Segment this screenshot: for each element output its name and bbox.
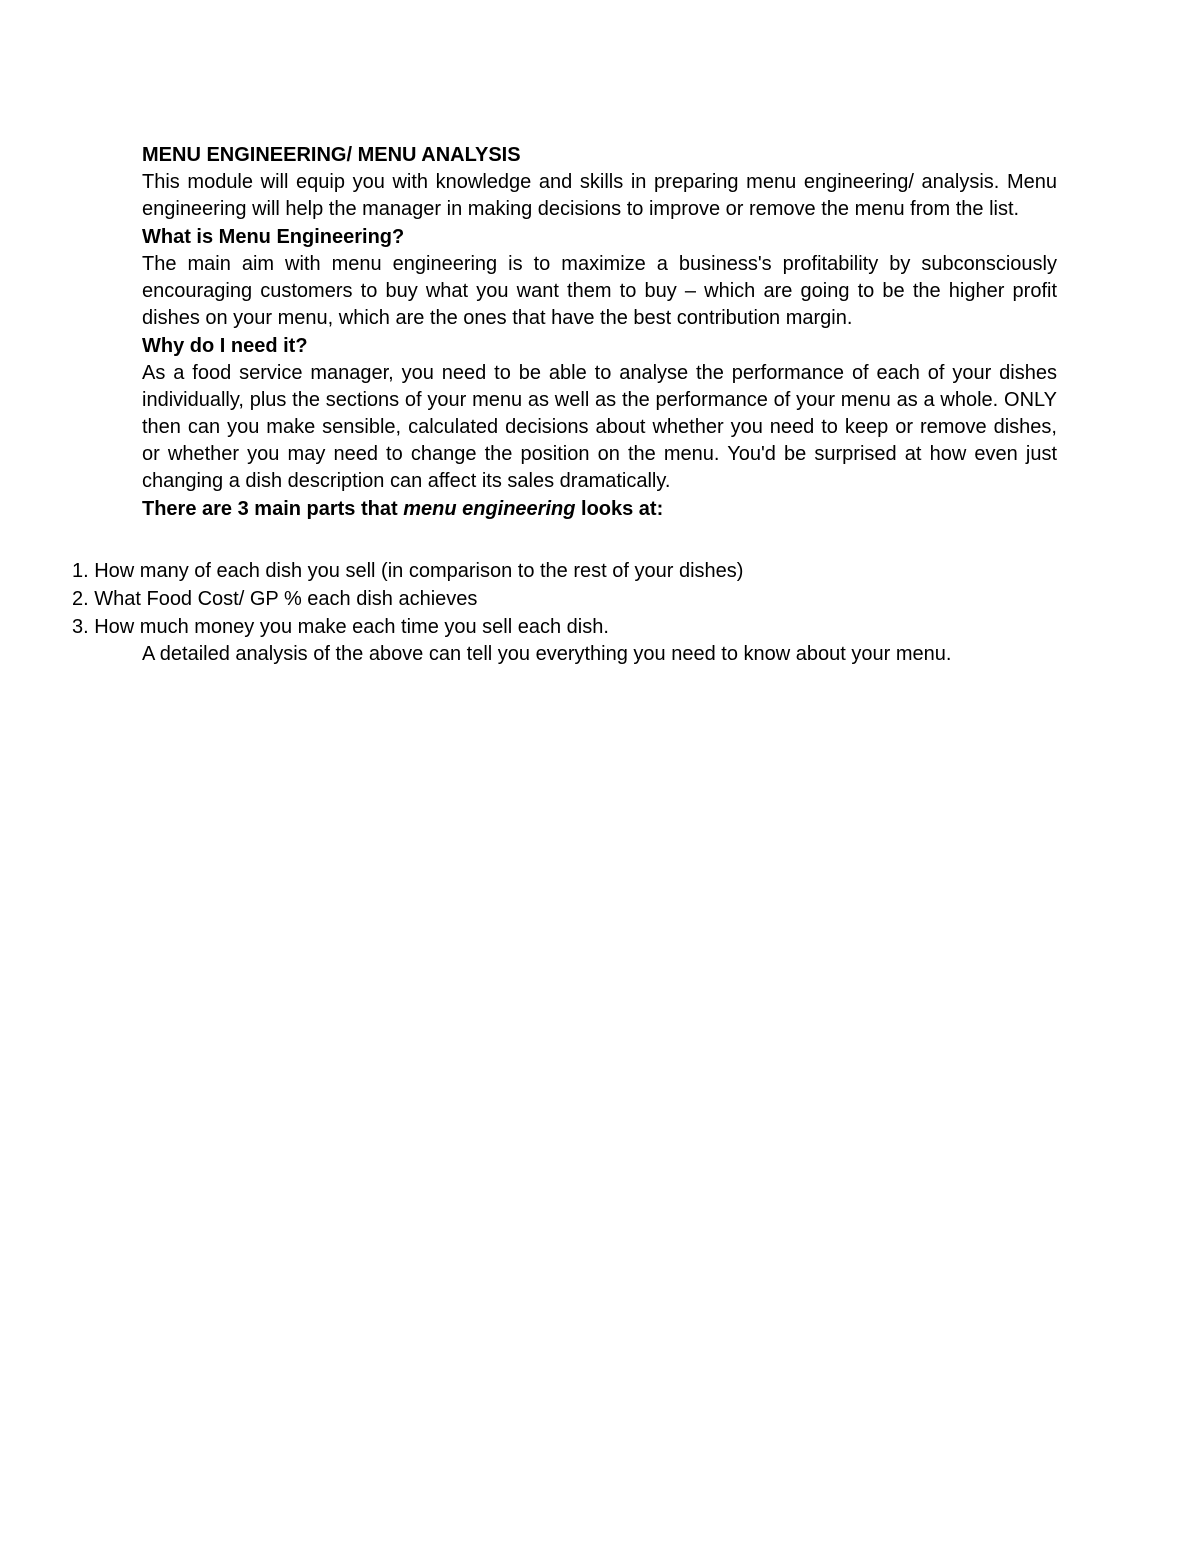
list-item: 2. What Food Cost/ GP % each dish achieves	[72, 588, 478, 610]
document-body	[72, 141, 1057, 668]
parts-heading-emphasis: menu engineering	[403, 498, 576, 520]
list-item: 1. How many of each dish you sell (in comparison to the rest of your dishes)	[72, 560, 744, 582]
parts-list-wrapper	[72, 557, 1057, 641]
closing-paragraph: A detailed analysis of the above can tell you everything you need to know about your menu.	[142, 643, 952, 665]
intro-paragraph: This module will equip you with knowledge and skills in preparing menu engineering/ analysis. Menu engineering will help the manager in making decisions to improve or remove the menu from the list.	[142, 171, 1057, 220]
parts-list	[72, 557, 1057, 641]
document-title: MENU ENGINEERING/ MENU ANALYSIS	[142, 144, 521, 166]
parts-heading-suffix: looks at:	[575, 498, 664, 520]
section-body-why: As a food service manager, you need to be able to analyse the performance of each of your dishes individually, plus the sections of your menu as well as the performance of your menu as a whole. ONLY then can you make sensible, calculated decisions about whether you need to keep or remove dishes, or whether you may need to change the position on the menu. You'd be surprised at how even just changing a dish description can affect its sales dramatically.	[142, 362, 1057, 492]
parts-heading	[142, 495, 1057, 523]
section-heading-what-is: What is Menu Engineering?	[142, 226, 405, 248]
parts-heading-prefix: There are 3 main parts that	[142, 498, 404, 520]
section-heading-why: Why do I need it?	[142, 335, 308, 357]
list-item: 3. How much money you make each time you sell each dish.	[72, 616, 609, 638]
section-body-what-is: The main aim with menu engineering is to maximize a business's profitability by subconsciously encouraging customers to buy what you want them to buy – which are going to be the higher profit dishes on your menu, which are the ones that have the best contribution margin.	[142, 253, 1057, 329]
